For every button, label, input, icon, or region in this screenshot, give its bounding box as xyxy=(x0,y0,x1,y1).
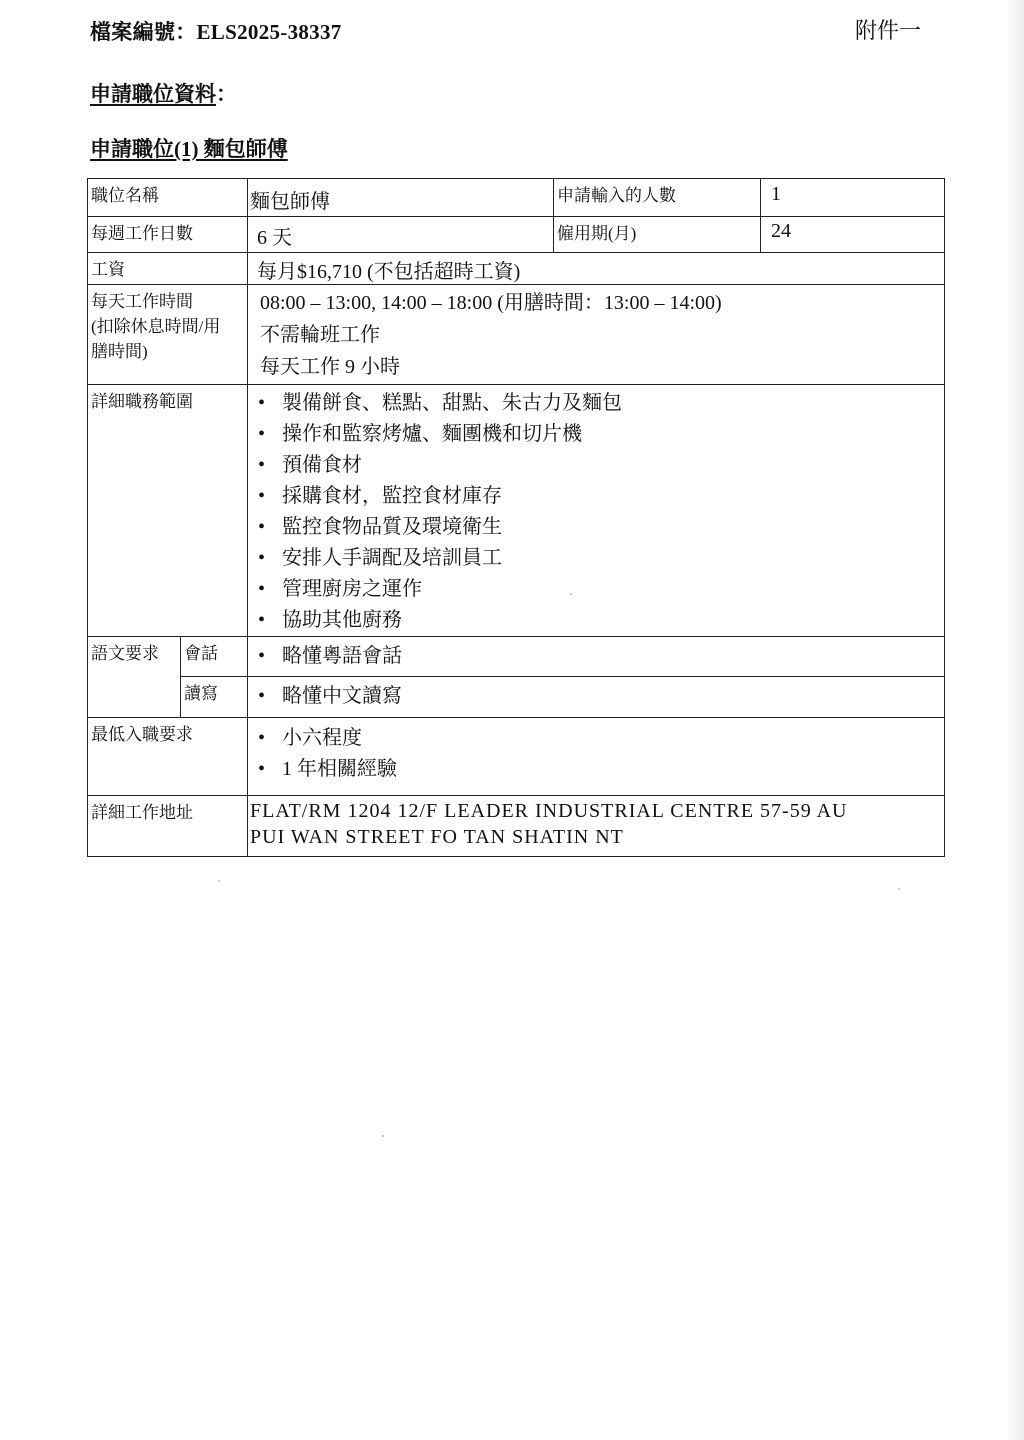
working-hours-shift: 不需輪班工作 xyxy=(260,324,380,346)
salary-label: 工資 xyxy=(88,253,248,285)
duty-item: • 製備餅食、糕點、甜點、朱古力及麵包 xyxy=(258,388,944,419)
duties-value xyxy=(248,385,945,637)
row-language-speaking xyxy=(88,637,945,677)
post-title-text: 申請職位(1) 麵包師傅 xyxy=(90,137,288,161)
reading-list xyxy=(248,677,944,712)
page-edge-shadow xyxy=(1006,0,1024,1440)
employment-period-value: 24 xyxy=(761,217,945,253)
requirement-item: • 1 年相關經驗 xyxy=(258,754,944,785)
speaking-value xyxy=(248,637,945,677)
working-hours-label-line-1: 每天工作時間 xyxy=(91,292,193,311)
section-title-colon: ： xyxy=(216,82,237,106)
address-label: 詳細工作地址 xyxy=(88,796,248,857)
work-days-label: 每週工作日數 xyxy=(88,217,248,253)
duty-item: • 操作和監察烤爐、麵團機和切片機 xyxy=(258,419,944,450)
work-days-value: 6 天 xyxy=(248,217,554,253)
duty-item: • 協助其他廚務 xyxy=(258,605,944,636)
duties-list xyxy=(248,385,944,636)
section-title xyxy=(90,78,237,108)
section-title-text: 申請職位資料 xyxy=(90,82,216,106)
requirements-list xyxy=(248,718,944,785)
duty-item: • 安排人手調配及培訓員工 xyxy=(258,543,944,574)
row-salary xyxy=(88,253,945,285)
reading-value xyxy=(248,677,945,718)
duties-label: 詳細職務範圍 xyxy=(88,385,248,637)
row-duties xyxy=(88,385,945,637)
applicants-label: 申請輸入的人數 xyxy=(554,179,761,217)
address-line-1: FLAT/RM 1204 12/F LEADER INDUSTRIAL CENTRE 57-59 AU xyxy=(250,800,848,822)
speaking-label: 會話 xyxy=(181,637,248,677)
working-hours-schedule: 08:00 – 13:00, 14:00 – 18:00 (用膳時間：13:00 – 14:00) xyxy=(260,292,722,314)
scan-speck xyxy=(570,593,572,595)
address-line-2: PUI WAN STREET FO TAN SHATIN NT xyxy=(250,826,624,848)
post-name-label: 職位名稱 xyxy=(88,179,248,217)
duty-item: • 採購食材，監控食材庫存 xyxy=(258,481,944,512)
post-name-value: 麵包師傅 xyxy=(248,179,554,217)
working-hours-label xyxy=(88,285,248,385)
working-hours-label-line-3: 膳時間) xyxy=(91,342,148,361)
requirements-value xyxy=(248,718,945,796)
annex-label: 附件一 xyxy=(855,18,922,43)
scan-speck xyxy=(382,1135,384,1137)
duty-item: • 預備食材 xyxy=(258,450,944,481)
post-title xyxy=(90,133,288,163)
row-address xyxy=(88,796,945,857)
reading-item: • 略懂中文讀寫 xyxy=(258,681,944,712)
scan-speck xyxy=(218,880,220,882)
address-value xyxy=(248,796,945,857)
speaking-list xyxy=(248,637,944,672)
language-label: 語文要求 xyxy=(88,637,181,718)
file-number xyxy=(90,16,342,46)
requirement-item: • 小六程度 xyxy=(258,723,944,754)
row-work-days xyxy=(88,217,945,253)
file-number-value: ELS2025-38337 xyxy=(196,20,342,44)
row-post-name xyxy=(88,179,945,217)
applicants-value: 1 xyxy=(761,179,945,217)
working-hours-total: 每天工作 9 小時 xyxy=(260,356,400,378)
requirements-label: 最低入職要求 xyxy=(88,718,248,796)
row-requirements xyxy=(88,718,945,796)
scan-speck xyxy=(898,888,900,890)
working-hours-label-line-2: (扣除休息時間/用 xyxy=(91,317,221,336)
salary-value: 每月$16,710 (不包括超時工資) xyxy=(248,253,945,285)
duty-item: • 監控食物品質及環境衛生 xyxy=(258,512,944,543)
employment-period-label: 僱用期(月) xyxy=(554,217,761,253)
row-language-reading xyxy=(88,677,945,718)
working-hours-value xyxy=(248,285,945,385)
file-number-label: 檔案編號： xyxy=(90,20,197,44)
row-working-hours xyxy=(88,285,945,385)
speaking-item: • 略懂粵語會話 xyxy=(258,641,944,672)
reading-label: 讀寫 xyxy=(181,677,248,718)
duty-item: • 管理廚房之運作 xyxy=(258,574,944,605)
job-details-table xyxy=(87,178,945,857)
